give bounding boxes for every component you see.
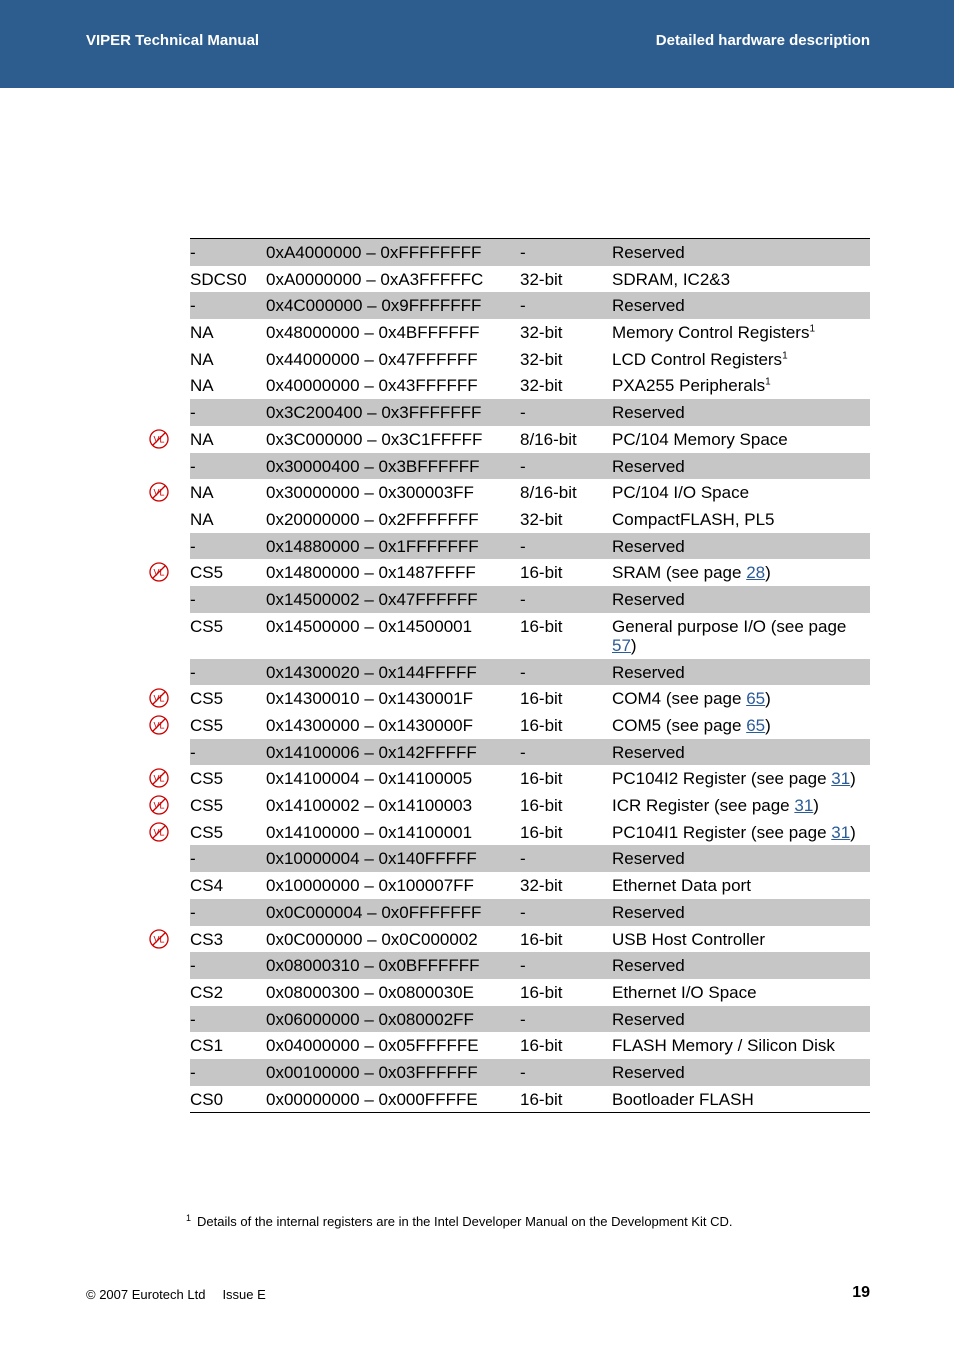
bus-width-cell: 32-bit: [520, 269, 563, 289]
chip-select-cell: -: [190, 296, 196, 316]
address-range-cell: 0x40000000 – 0x43FFFFFF: [266, 376, 478, 396]
address-range-cell: 0x4C000000 – 0x9FFFFFFF: [266, 296, 482, 316]
issue-text: Issue E: [222, 1287, 266, 1302]
bus-width-cell: -: [520, 243, 526, 262]
bus-width-cell: -: [520, 456, 526, 476]
description-cell: [612, 376, 870, 395]
description-cell: [612, 323, 870, 342]
description-suffix: ): [765, 689, 771, 709]
table-row: [190, 872, 870, 899]
description-cell: [612, 1090, 870, 1109]
chip-select-cell: -: [190, 662, 196, 682]
reserved-row: [190, 952, 870, 979]
address-range-cell: 0x06000000 – 0x080002FF: [266, 1009, 474, 1029]
description-text: Bootloader FLASH: [612, 1089, 754, 1109]
bus-width-cell: 32-bit: [520, 349, 563, 369]
bus-width-cell: 8/16-bit: [520, 429, 577, 449]
table-row: [153, 819, 870, 846]
description-cell: [612, 796, 870, 815]
reserved-row: [190, 239, 870, 266]
vl-revision-icon: [149, 429, 169, 449]
table-row: [190, 346, 870, 373]
chip-select-cell: -: [190, 456, 196, 476]
chip-select-cell: -: [190, 536, 196, 556]
bus-width-cell: -: [520, 956, 526, 976]
address-range-cell: 0x0C000000 – 0x0C000002: [266, 929, 478, 949]
footnote-ref: 1: [809, 323, 816, 335]
vl-revision-icon: [149, 768, 169, 788]
manual-title: VIPER Technical Manual: [86, 32, 260, 49]
description-suffix: ): [850, 769, 856, 789]
table-row: [190, 266, 870, 293]
description-text: Reserved: [612, 1062, 685, 1082]
bus-width-cell: -: [520, 849, 526, 869]
bus-width-cell: -: [520, 589, 526, 609]
chip-select-cell: CS3: [190, 929, 224, 949]
description-text: COM5 (see page: [612, 716, 747, 735]
footnote-text: Details of the internal registers are in the Intel Developer Manual on the Development Kit CD.: [197, 1214, 733, 1229]
page-number: 19: [852, 1284, 870, 1301]
bus-width-cell: 16-bit: [520, 616, 563, 636]
description-cell: [612, 876, 870, 895]
address-range-cell: 0x00100000 – 0x03FFFFFF: [266, 1062, 478, 1082]
table-row: [190, 319, 870, 346]
description-text: SDRAM, IC2&3: [612, 269, 731, 289]
address-range-cell: 0x14500002 – 0x47FFFFFF: [266, 589, 478, 609]
description-text: LCD Control Registers: [612, 349, 783, 369]
description-cell: [612, 849, 870, 868]
address-range-cell: 0xA0000000 – 0xA3FFFFFC: [266, 269, 484, 289]
description-cell: [612, 617, 870, 655]
reserved-row: [190, 453, 870, 480]
description-text: ICR Register (see page: [612, 796, 795, 816]
bus-width-cell: -: [520, 1062, 526, 1082]
description-cell: [612, 743, 870, 762]
chip-select-cell: -: [190, 956, 196, 976]
description-cell: [612, 983, 870, 1002]
address-range-cell: 0x08000300 – 0x0800030E: [266, 982, 474, 1002]
vl-revision-icon: [149, 822, 169, 842]
address-range-cell: 0x0C000004 – 0x0FFFFFFF: [266, 902, 482, 922]
description-text: Reserved: [612, 662, 685, 682]
vl-icon-label: VL: [153, 773, 165, 784]
reserved-row: [190, 845, 870, 872]
description-text: SRAM (see page: [612, 563, 747, 583]
address-range-cell: 0x14800000 – 0x1487FFFF: [266, 563, 476, 583]
address-range-cell: 0x14100004 – 0x14100005: [266, 769, 473, 789]
bus-width-cell: 32-bit: [520, 509, 563, 529]
vl-revision-icon: [149, 482, 169, 502]
description-text: Ethernet Data port: [612, 876, 751, 896]
address-range-cell: 0x14100002 – 0x14100003: [266, 796, 473, 816]
description-cell: [612, 457, 870, 476]
description-text: General purpose I/O (see page: [612, 616, 847, 636]
address-range-cell: 0x30000400 – 0x3BFFFFFF: [266, 456, 480, 476]
address-range-cell: 0x14880000 – 0x1FFFFFFF: [266, 536, 479, 556]
bus-width-cell: 32-bit: [520, 323, 563, 343]
description-text: Reserved: [612, 589, 685, 609]
chip-select-cell: NA: [190, 376, 214, 396]
bus-width-cell: -: [520, 742, 526, 762]
description-text: Reserved: [612, 849, 685, 869]
chip-select-cell: CS5: [190, 716, 224, 735]
page-link[interactable]: 57: [612, 635, 631, 655]
vl-icon-label: VL: [153, 567, 165, 578]
reserved-row: [190, 899, 870, 926]
chip-select-cell: -: [190, 742, 196, 762]
bus-width-cell: 16-bit: [520, 563, 563, 583]
chip-select-cell: CS5: [190, 769, 224, 789]
reserved-row: [190, 1059, 870, 1086]
description-cell: [612, 903, 870, 922]
description-cell: [612, 590, 870, 609]
description-text: COM4 (see page: [612, 689, 747, 709]
vl-revision-icon: [149, 715, 169, 735]
bus-width-cell: 16-bit: [520, 689, 563, 709]
description-text: Ethernet I/O Space: [612, 982, 757, 1002]
table-row: [190, 1032, 870, 1059]
reserved-row: [190, 533, 870, 560]
address-range-cell: 0x3C000000 – 0x3C1FFFFF: [266, 429, 483, 449]
bus-width-cell: 16-bit: [520, 982, 563, 1002]
table-row: [153, 559, 870, 586]
vl-revision-icon: [149, 795, 169, 815]
table-row: [153, 479, 870, 506]
chip-select-cell: -: [190, 902, 196, 922]
address-range-cell: 0x14500000 – 0x14500001: [266, 616, 473, 636]
description-cell: [612, 403, 870, 422]
bus-width-cell: 16-bit: [520, 1036, 563, 1056]
description-cell: [612, 510, 870, 529]
table-row: [190, 613, 870, 659]
vl-icon-label: VL: [153, 800, 165, 811]
description-cell: [612, 956, 870, 975]
description-text: CompactFLASH, PL5: [612, 509, 775, 529]
vl-icon-label: VL: [153, 720, 165, 731]
address-range-cell: 0x44000000 – 0x47FFFFFF: [266, 349, 478, 369]
bus-width-cell: 32-bit: [520, 376, 563, 396]
address-range-cell: 0x04000000 – 0x05FFFFFE: [266, 1036, 479, 1056]
table-row: [153, 926, 870, 953]
table-row: [153, 685, 870, 712]
description-cell: [612, 769, 870, 788]
page-header: [0, 0, 954, 88]
vl-revision-icon: [149, 688, 169, 708]
description-text: PC/104 I/O Space: [612, 483, 750, 503]
description-text: Reserved: [612, 1009, 685, 1029]
footnote-ref: 1: [765, 376, 771, 388]
page-link[interactable]: 65: [746, 689, 766, 709]
description-cell: [612, 689, 870, 708]
bus-width-cell: -: [520, 536, 526, 556]
page-link[interactable]: 65: [746, 716, 766, 735]
table-row: [153, 426, 870, 453]
bus-width-cell: -: [520, 403, 526, 423]
description-suffix: ): [765, 563, 771, 583]
description-text: FLASH Memory / Silicon Disk: [612, 1036, 835, 1056]
table-row: [153, 712, 870, 739]
description-cell: [612, 663, 870, 682]
chip-select-cell: CS1: [190, 1036, 224, 1056]
reserved-row: [190, 739, 870, 766]
address-range-cell: 0x30000000 – 0x300003FF: [266, 483, 474, 503]
table-row: [190, 1086, 870, 1113]
vl-revision-icon: [149, 562, 169, 582]
chip-select-cell: -: [190, 243, 196, 262]
description-cell: [612, 823, 870, 842]
description-text: PC104I1 Register (see page: [612, 822, 832, 842]
chip-select-cell: SDCS0: [190, 269, 247, 289]
chip-select-cell: -: [190, 403, 196, 423]
chip-select-cell: NA: [190, 509, 214, 529]
bus-width-cell: 16-bit: [520, 716, 563, 735]
description-text: Reserved: [612, 956, 685, 976]
description-text: Reserved: [612, 296, 685, 316]
bus-width-cell: -: [520, 662, 526, 682]
description-text: PC/104 Memory Space: [612, 429, 788, 449]
reserved-row: [190, 399, 870, 426]
chip-select-cell: -: [190, 849, 196, 869]
description-cell: [612, 350, 870, 369]
reserved-row: [190, 1006, 870, 1033]
chip-select-cell: CS5: [190, 822, 224, 842]
page-link[interactable]: 28: [746, 563, 766, 583]
description-cell: [612, 716, 870, 735]
vl-icon-label: VL: [153, 434, 165, 445]
memory-map-table: [153, 238, 870, 1113]
vl-icon-label: VL: [153, 693, 165, 704]
chip-select-cell: NA: [190, 483, 214, 503]
description-cell: [612, 483, 870, 502]
description-cell: [612, 430, 870, 449]
description-cell: [612, 930, 870, 949]
bus-width-cell: -: [520, 902, 526, 922]
address-range-cell: 0x48000000 – 0x4BFFFFFF: [266, 323, 480, 343]
chip-select-cell: CS5: [190, 689, 224, 709]
page-link[interactable]: 31: [831, 822, 851, 842]
chip-select-cell: -: [190, 1009, 196, 1029]
address-range-cell: 0x14300010 – 0x1430001F: [266, 689, 474, 709]
bus-width-cell: 16-bit: [520, 822, 563, 842]
chip-select-cell: CS2: [190, 982, 224, 1002]
bus-width-cell: -: [520, 296, 526, 316]
description-suffix: ): [850, 822, 856, 842]
bus-width-cell: 32-bit: [520, 876, 563, 896]
chip-select-cell: NA: [190, 323, 214, 343]
description-suffix: ): [630, 635, 637, 655]
description-text: PXA255 Peripherals: [612, 376, 766, 396]
address-range-cell: 0x00000000 – 0x000FFFFE: [266, 1089, 478, 1109]
table-row: [190, 506, 870, 533]
copyright-text: © 2007 Eurotech Ltd: [86, 1287, 206, 1302]
table-row: [190, 979, 870, 1006]
description-cell: [612, 270, 870, 289]
footnote-ref: 1: [782, 350, 788, 362]
description-cell: [612, 243, 870, 262]
address-range-cell: 0x08000310 – 0x0BFFFFFF: [266, 956, 480, 976]
chip-select-cell: -: [190, 1062, 196, 1082]
bus-width-cell: 16-bit: [520, 1089, 563, 1109]
table-row: [153, 792, 870, 819]
chip-select-cell: -: [190, 589, 196, 609]
address-range-cell: 0x10000004 – 0x140FFFFF: [266, 849, 477, 869]
address-range-cell: 0x3C200400 – 0x3FFFFFFF: [266, 403, 482, 423]
description-text: PC104I2 Register (see page: [612, 769, 832, 789]
description-cell: [612, 1010, 870, 1029]
footnote: [186, 1214, 732, 1229]
reserved-row: [190, 586, 870, 613]
bus-width-cell: 16-bit: [520, 796, 563, 816]
bus-width-cell: 16-bit: [520, 929, 563, 949]
description-cell: [612, 1036, 870, 1055]
vl-icon-label: VL: [153, 827, 165, 838]
description-text: Reserved: [612, 902, 685, 922]
description-suffix: ): [813, 796, 819, 816]
description-text: USB Host Controller: [612, 929, 766, 949]
page-link[interactable]: 31: [794, 796, 814, 816]
address-range-cell: 0x10000000 – 0x100007FF: [266, 876, 474, 896]
chip-select-cell: CS0: [190, 1089, 224, 1109]
footnote-marker: 1: [186, 1212, 192, 1223]
vl-revision-icon: [149, 929, 169, 949]
chip-select-cell: CS5: [190, 616, 224, 636]
table-row: [153, 765, 870, 792]
chip-select-cell: NA: [190, 429, 214, 449]
reserved-row: [190, 292, 870, 319]
chip-select-cell: CS4: [190, 876, 224, 896]
description-cell: [612, 1063, 870, 1082]
chip-select-cell: CS5: [190, 563, 224, 583]
bus-width-cell: 8/16-bit: [520, 483, 577, 503]
bus-width-cell: 16-bit: [520, 769, 563, 789]
page-link[interactable]: 31: [831, 769, 851, 789]
address-range-cell: 0x14300000 – 0x1430000F: [266, 716, 474, 735]
description-text: Reserved: [612, 536, 685, 556]
description-text: Reserved: [612, 403, 685, 423]
address-range-cell: 0x14100000 – 0x14100001: [266, 822, 473, 842]
address-range-cell: 0x20000000 – 0x2FFFFFFF: [266, 509, 479, 529]
page-footer: [86, 1287, 266, 1302]
description-cell: [612, 296, 870, 315]
section-title: Detailed hardware description: [655, 32, 870, 49]
description-text: Memory Control Registers: [612, 323, 810, 343]
address-range-cell: 0x14100006 – 0x142FFFFF: [266, 742, 477, 762]
description-cell: [612, 563, 870, 582]
reserved-row: [190, 659, 870, 686]
vl-icon-label: VL: [153, 934, 165, 944]
description-cell: [612, 537, 870, 556]
address-range-cell: 0xA4000000 – 0xFFFFFFFF: [266, 243, 482, 262]
description-text: Reserved: [612, 243, 685, 262]
vl-icon-label: VL: [153, 487, 165, 498]
chip-select-cell: NA: [190, 349, 214, 369]
bus-width-cell: -: [520, 1009, 526, 1029]
description-text: Reserved: [612, 742, 685, 762]
table-row: [190, 372, 870, 399]
address-range-cell: 0x14300020 – 0x144FFFFF: [266, 662, 477, 682]
chip-select-cell: CS5: [190, 796, 224, 816]
description-text: Reserved: [612, 456, 685, 476]
description-suffix: ): [765, 716, 771, 735]
